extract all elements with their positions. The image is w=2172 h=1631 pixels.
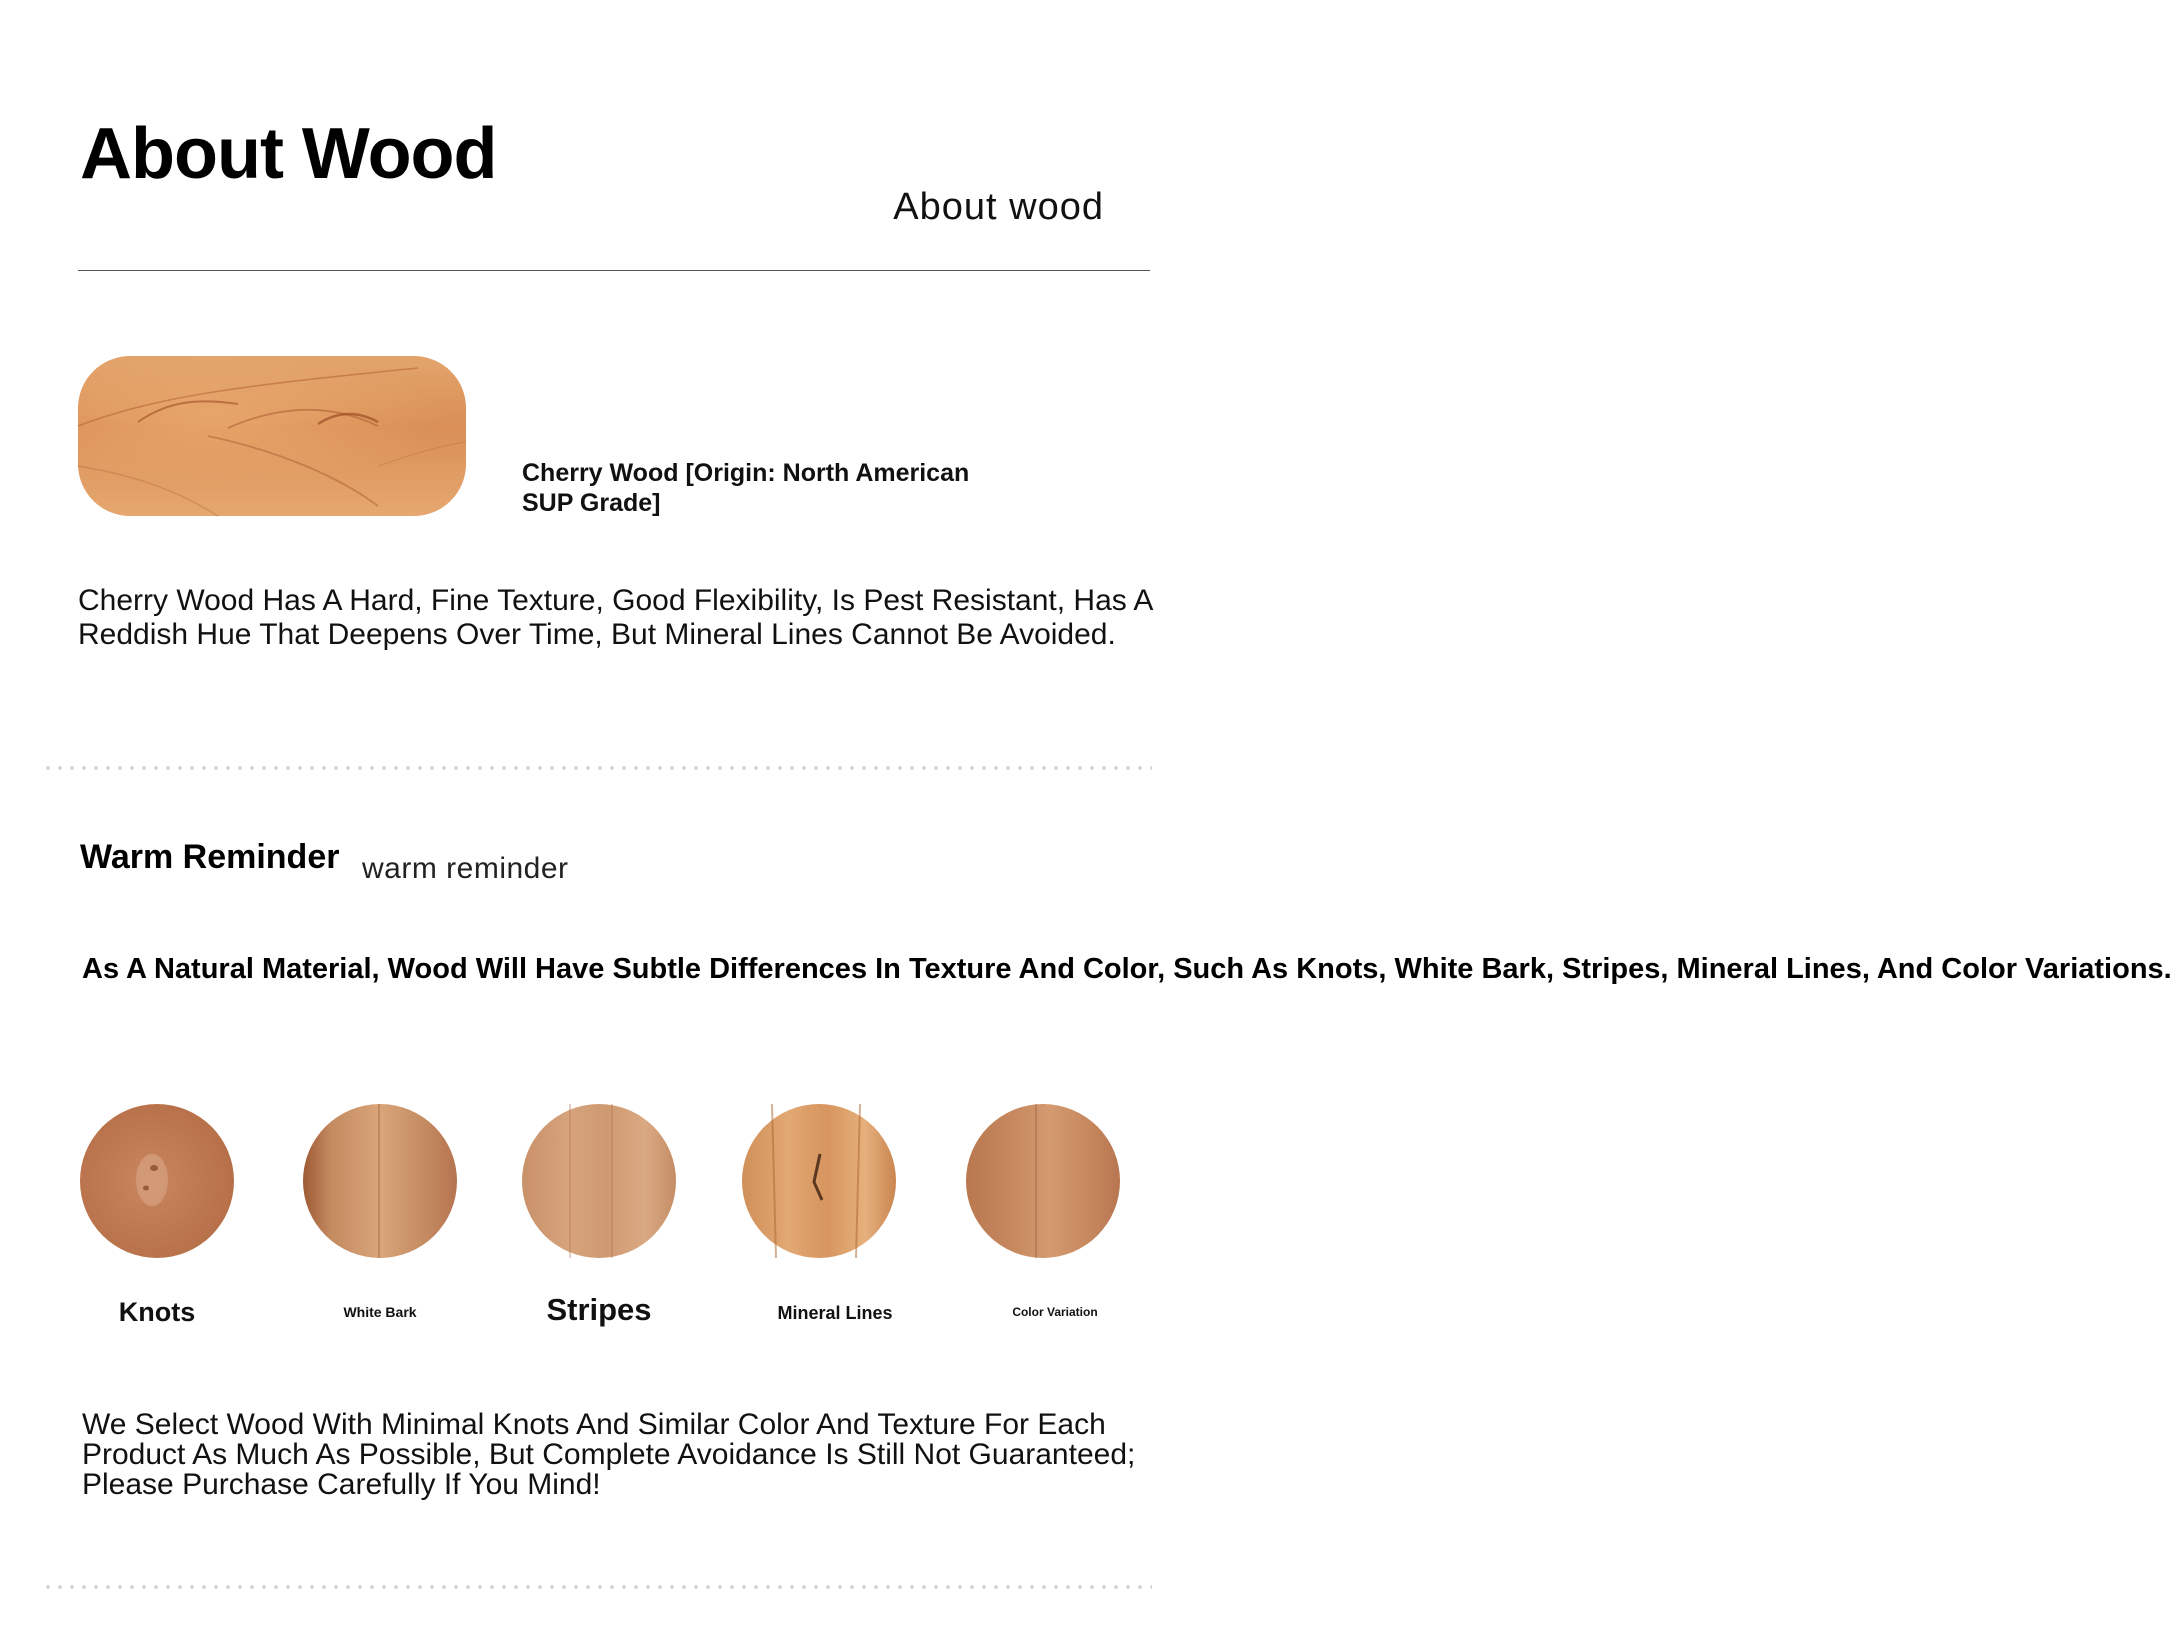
stripes-swatch-image [522,1104,676,1258]
dotted-divider [42,1585,1152,1589]
mineral-lines-label: Mineral Lines [777,1303,893,1323]
color-variation-swatch-image [966,1104,1120,1258]
natural-material-note: As A Natural Material, Wood Will Have Subtle Differences In Texture And Color, Such As Knots, White Bark, Stripes, Mineral Lines, And Color Variations. [82,953,2172,985]
wood-description: Cherry Wood Has A Hard, Fine Texture, Good Flexibility, Is Pest Resistant, Has A Reddish Hue That Deepens Over Time, But Mineral Lines Cannot Be Avoided. [78,584,1152,651]
color-variation-label: Color Variation [1012,1305,1098,1319]
selection-notice: We Select Wood With Minimal Knots And Similar Color And Texture For Each Product As Much As Possible, But Complete Avoidance Is Still Not Guaranteed; Please Purchase Carefully If You Mind! [82,1408,1136,1501]
page-title: About Wood [80,114,497,194]
knots-swatch-image [80,1104,234,1258]
stripes-label: Stripes [546,1292,652,1327]
page-subtitle: About wood [893,186,1104,228]
reminder-subtitle: warm reminder [362,852,569,885]
white-bark-label: White Bark [343,1304,417,1320]
dotted-divider [42,766,1152,770]
knots-label: Knots [118,1297,196,1327]
cherry-wood-sample-image [78,356,466,516]
mineral-lines-swatch-image [742,1104,896,1258]
title-divider [78,270,1150,271]
reminder-title: Warm Reminder [80,838,340,876]
wood-sample-title: Cherry Wood [Origin: North American SUP Grade] [522,459,970,517]
white-bark-swatch-image [303,1104,457,1258]
